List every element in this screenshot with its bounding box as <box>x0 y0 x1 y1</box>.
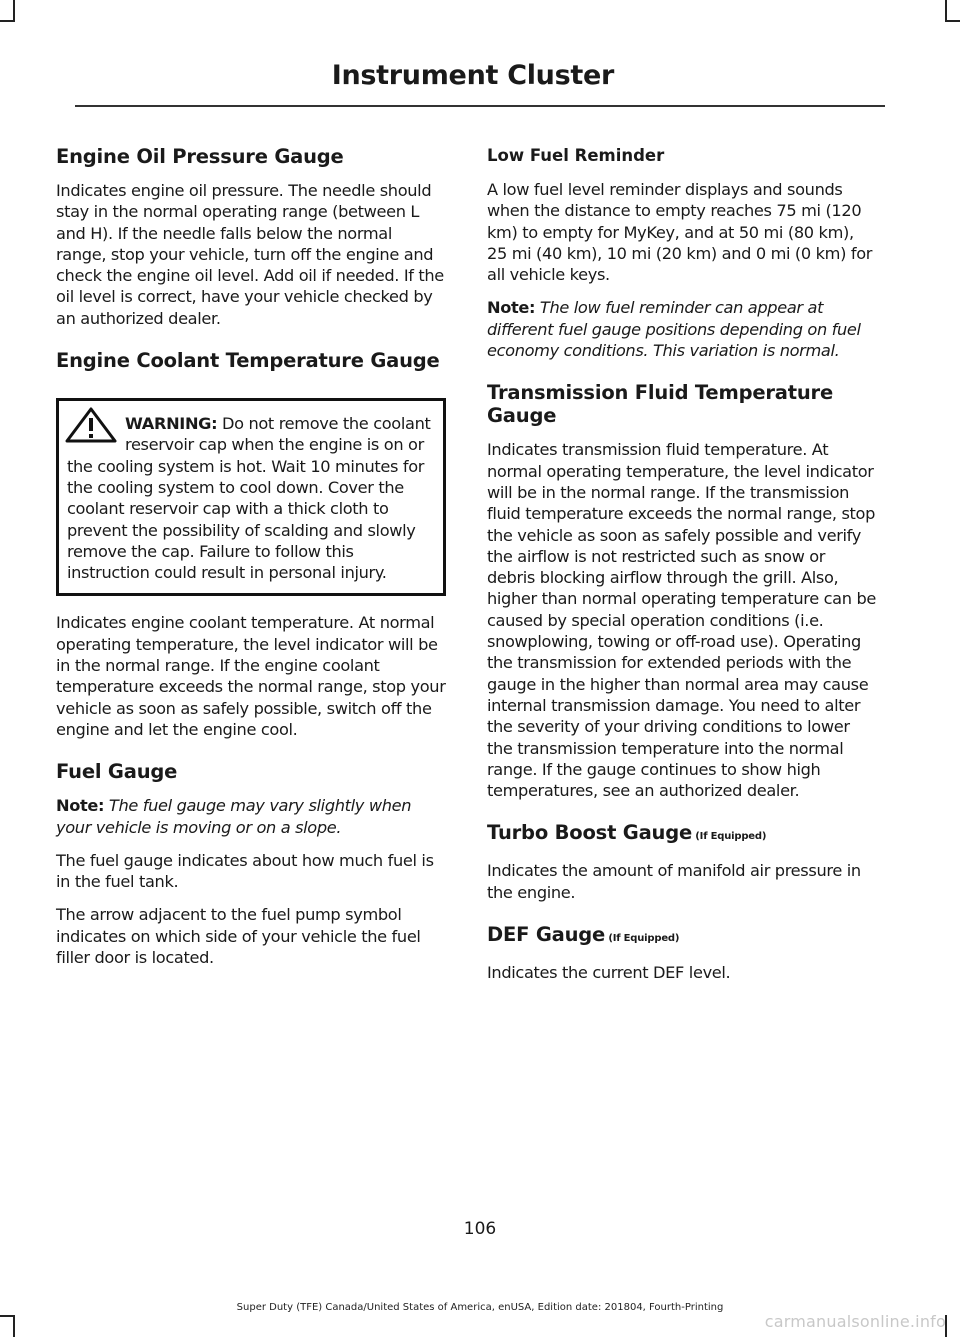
oil-pressure-heading: Engine Oil Pressure Gauge <box>56 145 344 168</box>
transmission-body: Indicates transmission fluid temperature. At normal operating temperature, the level indicator will be in the normal range. If the transmission fluid temperature exceeds the normal range, stop the vehicle as soon as safely possible and verify the airflow is not restricted such as snow or debris blocking airflow through the grill. Also, higher than normal operating temperature can be caused by special operation conditions (i.e. snowplowing, towing or off-road use). Operating the transmission for extended periods with the gauge in the higher than normal area may cause internal transmission damage. You need to alter the severity of your driving conditions to lower the transmission temperature into the normal range. If the gauge continues to show high temperatures, see an authorized dealer. <box>487 440 876 801</box>
turbo-body: Indicates the amount of manifold air pressure in the engine. <box>487 861 861 902</box>
def-equipped-tag: (If Equipped) <box>605 933 680 945</box>
crop-mark-bottom-left-h <box>0 1315 15 1317</box>
fuel-gauge-body-2: The arrow adjacent to the fuel pump symbol indicates on which side of your vehicle the fuel filler door is located. <box>56 905 421 968</box>
header-divider <box>75 105 885 107</box>
footer-edition: Super Duty (TFE) Canada/United States of America, enUSA, Edition date: 201804, Fourth-Printing <box>236 1302 724 1313</box>
low-fuel-note <box>487 297 877 361</box>
turbo-heading-text: Turbo Boost Gauge <box>487 821 693 845</box>
coolant-heading: Engine Coolant Temperature Gauge <box>56 349 440 373</box>
def-heading <box>487 923 877 950</box>
note-text: The fuel gauge may vary slightly when your vehicle is moving or on a slope. <box>56 796 412 837</box>
watermark: carmanualsonline.info <box>764 1312 946 1331</box>
crop-mark-top-left-h <box>0 20 15 22</box>
left-column <box>56 145 446 980</box>
page-number: 106 <box>463 1219 497 1239</box>
crop-mark-top-right-v <box>945 0 947 22</box>
note-label: Note: <box>56 796 105 816</box>
warning-label: WARNING: <box>125 414 218 434</box>
oil-pressure-body: Indicates engine oil pressure. The needle should stay in the normal operating range (between L and H). If the needle falls below the normal range, stop your vehicle, turn off the engine and check the engine oil level. Add oil if needed. If the oil level is correct, have your vehicle checked by an authorized dealer. <box>56 181 444 328</box>
fuel-gauge-heading: Fuel Gauge <box>56 760 178 784</box>
low-fuel-heading: Low Fuel Reminder <box>487 146 665 165</box>
def-heading-text: DEF Gauge <box>487 923 606 947</box>
fuel-gauge-note <box>56 795 446 838</box>
note-text: The low fuel reminder can appear at different fuel gauge positions depending on fuel economy conditions. This variation is normal. <box>487 298 861 361</box>
coolant-warning-box <box>56 398 446 596</box>
turbo-heading <box>487 821 877 848</box>
coolant-warning <box>67 413 435 583</box>
warning-text: Do not remove the coolant reservoir cap when the engine is on or the cooling system is hot. Wait 10 minutes for the cooling system to cool down. Cover the coolant reservoir cap with a thick cloth to prevent the possibility of scalding and slowly remove the cap. Failure to follow this instruction could result in personal injury. <box>67 414 431 583</box>
fuel-gauge-body-1: The fuel gauge indicates about how much fuel is in the fuel tank. <box>56 850 434 892</box>
low-fuel-body: A low fuel level reminder displays and sounds when the distance to empty reaches 75 mi (120 km) to empty for MyKey, and at 50 mi (80 km), 25 mi (40 km), 10 mi (20 km) and 0 mi (0 km) for all vehicle keys. <box>487 180 873 285</box>
coolant-body: Indicates engine coolant temperature. At normal operating temperature, the level indicator will be in the normal range. If the engine coolant temperature exceeds the normal range, stop your vehicle as soon as safely possible, switch off the engine and let the engine cool. <box>56 613 446 739</box>
warning-triangle-icon <box>63 407 119 443</box>
def-body: Indicates the current DEF level. <box>487 963 731 983</box>
right-column <box>487 145 877 995</box>
crop-mark-top-right-h <box>945 20 960 22</box>
turbo-equipped-tag: (If Equipped) <box>692 831 767 843</box>
transmission-heading: Transmission Fluid Temperature Gauge <box>487 381 833 428</box>
note-label: Note: <box>487 298 536 318</box>
crop-mark-bottom-left-v <box>13 1315 15 1337</box>
page-title: Instrument Cluster <box>331 60 614 91</box>
crop-mark-top-left-v <box>13 0 15 22</box>
